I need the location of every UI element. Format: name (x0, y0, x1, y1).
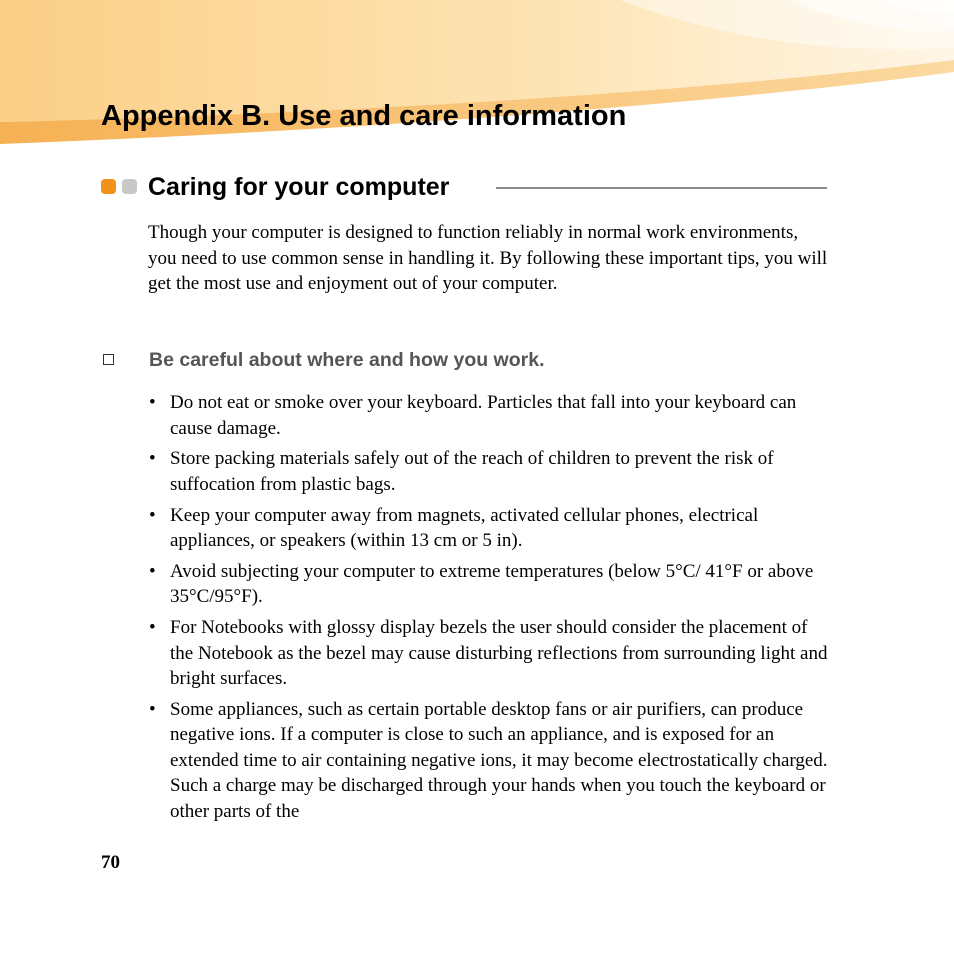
list-item-text: For Notebooks with glossy display bezels the user should consider the placement of the Notebook as the bezel may cause disturbing reflections from surrounding light and bright surfaces. (170, 617, 828, 690)
list-item-text: Some appliances, such as certain portable desktop fans or air purifiers, can produce negative ions. If a computer is close to such an appliance, and is exposed for an extended time to air containing negative ions, it may become electrostatically charged. Such a charge may be discharged through your hands when you touch the keyboard or other parts of the (170, 698, 828, 822)
orange-dot-icon (101, 179, 116, 194)
gray-dot-icon (122, 179, 137, 194)
bullet-icon: • (149, 698, 156, 720)
page-title: Appendix B. Use and care information (101, 100, 627, 132)
list-item (148, 503, 828, 554)
section-rule (496, 187, 827, 189)
list-item-text: Avoid subjecting your computer to extreme temperatures (below 5°C/ 41°F or above 35°C/95°F). (170, 560, 814, 608)
bullet-icon: • (149, 504, 156, 526)
subsection-heading (101, 347, 821, 375)
intro-paragraph: Though your computer is designed to function reliably in normal work environments, you need to use common sense in handling it. By following these important tips, you will get the most use and enjoyment out of your computer. (148, 222, 828, 294)
bullet-icon: • (149, 448, 156, 470)
list-item (148, 446, 828, 497)
bullet-icon: • (149, 560, 156, 582)
bullet-icon: • (149, 617, 156, 639)
list-item (148, 390, 828, 441)
square-bullet-icon (103, 354, 114, 365)
list-item (148, 615, 828, 692)
list-item-text: Do not eat or smoke over your keyboard. Particles that fall into your keyboard can cause damage. (170, 392, 797, 439)
tips-list (148, 390, 828, 830)
section-heading (101, 170, 827, 204)
section-title: Caring for your computer (148, 173, 450, 201)
list-item-text: Keep your computer away from magnets, activated cellular phones, electrical appliances, or speakers (within 13 cm or 5 in). (170, 504, 759, 552)
subsection-title: Be careful about where and how you work. (149, 349, 545, 371)
list-item (148, 559, 828, 610)
list-item-text: Store packing materials safely out of the reach of children to prevent the risk of suffocation from plastic bags. (170, 448, 774, 495)
page-number: 70 (101, 852, 120, 873)
list-item (148, 697, 828, 825)
bullet-icon: • (149, 392, 156, 413)
